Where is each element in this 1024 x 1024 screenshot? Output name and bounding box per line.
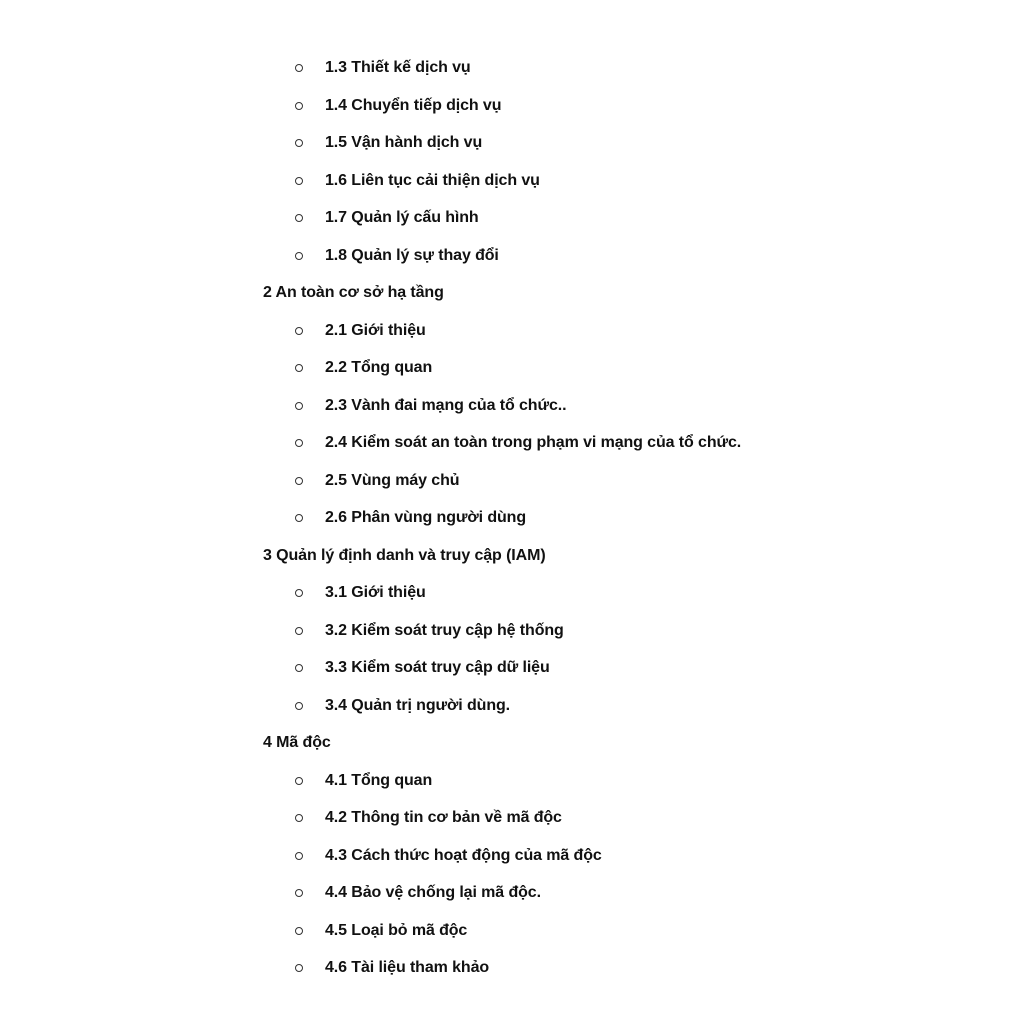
item-title: 2.5 Vùng máy chủ	[325, 471, 460, 489]
hollow-circle-bullet-icon	[295, 852, 303, 860]
item-title: 4.1 Tổng quan	[325, 771, 433, 789]
toc-list-item	[0, 424, 1024, 462]
hollow-circle-bullet-icon	[295, 214, 303, 222]
hollow-circle-bullet-icon	[295, 402, 303, 410]
item-title: 1.7 Quản lý cấu hình	[325, 209, 479, 226]
toc-list-item	[0, 237, 1024, 275]
toc-list-item	[0, 49, 1024, 87]
toc-list-item	[0, 574, 1024, 612]
item-title: 1.8 Quản lý sự thay đổi	[325, 246, 499, 264]
hollow-circle-bullet-icon	[295, 627, 303, 635]
item-title: 2.1 Giới thiệu	[325, 321, 426, 339]
hollow-circle-bullet-icon	[295, 102, 303, 110]
item-title: 1.5 Vận hành dịch vụ	[325, 134, 483, 151]
item-title: 4.2 Thông tin cơ bản về mã độc	[325, 809, 562, 826]
item-title: 3.4 Quản trị người dùng.	[325, 696, 511, 714]
toc-list-item	[0, 199, 1024, 237]
toc-list-item	[0, 499, 1024, 537]
section-title: 3 Quản lý định danh và truy cập (IAM)	[263, 546, 546, 564]
table-of-contents	[0, 49, 1024, 987]
item-title: 4.5 Loại bỏ mã độc	[325, 921, 468, 939]
toc-list-item	[0, 837, 1024, 875]
hollow-circle-bullet-icon	[295, 777, 303, 785]
hollow-circle-bullet-icon	[295, 664, 303, 672]
hollow-circle-bullet-icon	[295, 514, 303, 522]
toc-list-item	[0, 799, 1024, 837]
toc-section-heading	[0, 537, 1024, 575]
item-title: 4.4 Bảo vệ chống lại mã độc.	[325, 884, 541, 901]
hollow-circle-bullet-icon	[295, 177, 303, 185]
toc-list-item	[0, 387, 1024, 425]
toc-list-item	[0, 349, 1024, 387]
item-title: 3.3 Kiểm soát truy cập dữ liệu	[325, 659, 550, 676]
hollow-circle-bullet-icon	[295, 439, 303, 447]
section-title: 4 Mã độc	[263, 734, 331, 751]
item-title: 4.6 Tài liệu tham khảo	[325, 959, 490, 976]
hollow-circle-bullet-icon	[295, 252, 303, 260]
toc-list-item	[0, 124, 1024, 162]
hollow-circle-bullet-icon	[295, 927, 303, 935]
hollow-circle-bullet-icon	[295, 814, 303, 822]
hollow-circle-bullet-icon	[295, 702, 303, 710]
hollow-circle-bullet-icon	[295, 589, 303, 597]
item-title: 1.4 Chuyển tiếp dịch vụ	[325, 96, 502, 114]
toc-list-item	[0, 874, 1024, 912]
toc-list-item	[0, 162, 1024, 200]
toc-list-item	[0, 312, 1024, 350]
hollow-circle-bullet-icon	[295, 139, 303, 147]
toc-list-item	[0, 762, 1024, 800]
item-title: 2.4 Kiểm soát an toàn trong phạm vi mạng của tổ chức.	[325, 434, 742, 451]
item-title: 4.3 Cách thức hoạt động của mã độc	[325, 846, 602, 864]
item-title: 3.2 Kiểm soát truy cập hệ thống	[325, 621, 564, 639]
item-title: 2.6 Phân vùng người dùng	[325, 509, 527, 526]
hollow-circle-bullet-icon	[295, 889, 303, 897]
item-title: 3.1 Giới thiệu	[325, 584, 426, 601]
toc-list-item	[0, 687, 1024, 725]
toc-list-item	[0, 612, 1024, 650]
hollow-circle-bullet-icon	[295, 327, 303, 335]
hollow-circle-bullet-icon	[295, 64, 303, 72]
hollow-circle-bullet-icon	[295, 364, 303, 372]
toc-list-item	[0, 462, 1024, 500]
toc-list-item	[0, 912, 1024, 950]
hollow-circle-bullet-icon	[295, 477, 303, 485]
hollow-circle-bullet-icon	[295, 964, 303, 972]
item-title: 2.3 Vành đai mạng của tổ chức..	[325, 396, 567, 414]
item-title: 2.2 Tổng quan	[325, 359, 433, 376]
toc-list-item	[0, 949, 1024, 987]
toc-list-item	[0, 87, 1024, 125]
toc-section-heading	[0, 724, 1024, 762]
toc-list-item	[0, 649, 1024, 687]
item-title: 1.3 Thiết kế dịch vụ	[325, 59, 471, 76]
item-title: 1.6 Liên tục cải thiện dịch vụ	[325, 171, 540, 189]
section-title: 2 An toàn cơ sở hạ tầng	[263, 284, 444, 301]
toc-section-heading	[0, 274, 1024, 312]
